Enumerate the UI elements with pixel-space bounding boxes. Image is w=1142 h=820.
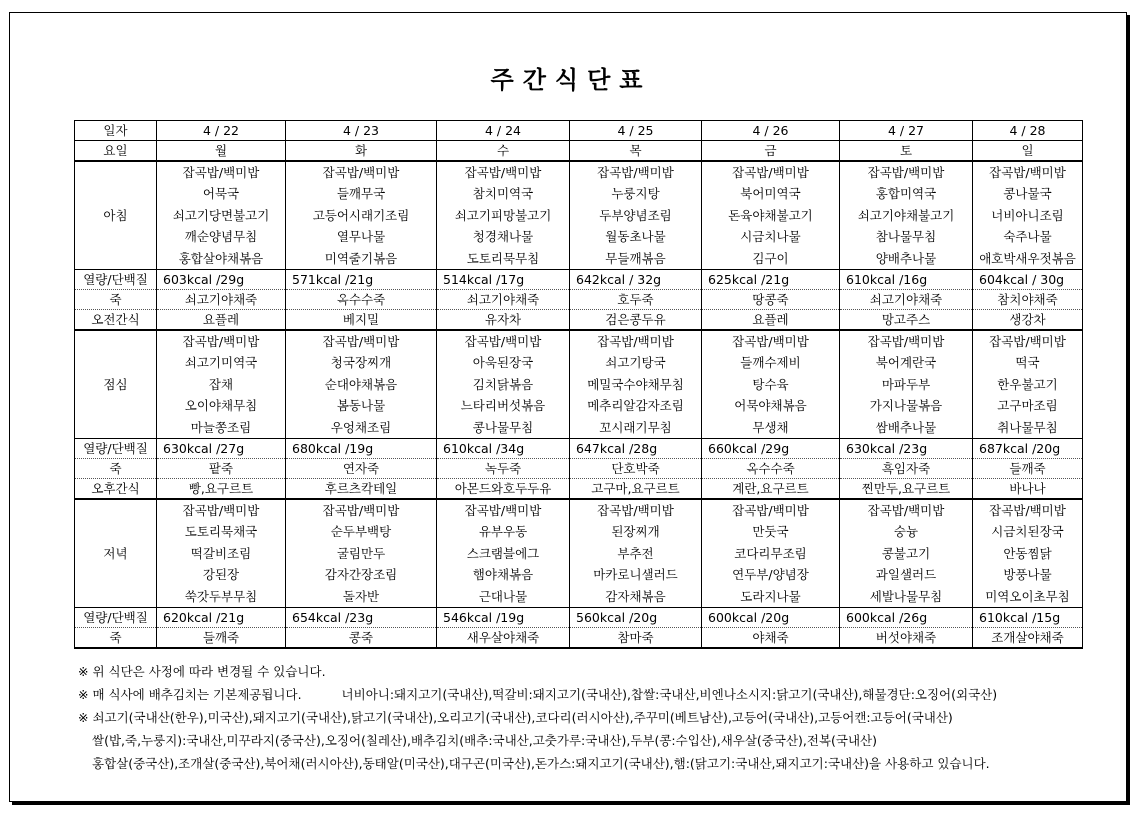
menu-item: 콩나물무침	[437, 417, 570, 439]
menu-row	[75, 161, 1083, 183]
note-line	[78, 683, 997, 706]
porridge-cell: 들깨죽	[157, 628, 286, 649]
menu-item: 쇠고기탕국	[570, 352, 702, 373]
menu-item: 잡곡밥/백미밥	[702, 330, 840, 352]
menu-item: 잡곡밥/백미밥	[702, 161, 840, 183]
porridge-cell: 야채죽	[702, 628, 840, 649]
menu-row	[75, 543, 1083, 564]
menu-row	[75, 226, 1083, 247]
day-cell: 수	[437, 141, 570, 162]
day-cell: 금	[702, 141, 840, 162]
menu-item: 꼬시래기무침	[570, 417, 702, 439]
menu-item: 청경채나물	[437, 226, 570, 247]
menu-row	[75, 417, 1083, 439]
date-label: 일자	[75, 121, 157, 141]
snack-label: 오후간식	[75, 479, 157, 500]
calorie-cell: 610kcal /34g	[437, 439, 570, 459]
porridge-cell: 흑임자죽	[840, 459, 973, 479]
calorie-cell: 600kcal /20g	[702, 608, 840, 628]
menu-item: 두부양념조림	[570, 205, 702, 226]
menu-item: 잡곡밥/백미밥	[973, 330, 1083, 352]
menu-row	[75, 395, 1083, 416]
calorie-cell: 560kcal /20g	[570, 608, 702, 628]
menu-item: 잡채	[157, 374, 286, 395]
menu-row	[75, 586, 1083, 608]
calorie-row	[75, 439, 1083, 459]
menu-item: 쑥갓두부무침	[157, 586, 286, 608]
menu-item: 코다리무조림	[702, 543, 840, 564]
snack-cell: 후르츠칵테일	[286, 479, 437, 500]
menu-item: 마늘쫑조림	[157, 417, 286, 439]
menu-item: 월동초나물	[570, 226, 702, 247]
snack-cell: 찐만두,요구르트	[840, 479, 973, 500]
snack-cell: 요플레	[157, 310, 286, 331]
menu-row	[75, 330, 1083, 352]
menu-item: 순대야채볶음	[286, 374, 437, 395]
porridge-cell: 옥수수죽	[702, 459, 840, 479]
porridge-cell: 호두죽	[570, 290, 702, 310]
menu-item: 유부우동	[437, 521, 570, 542]
snack-cell: 유자차	[437, 310, 570, 331]
day-cell: 토	[840, 141, 973, 162]
date-cell: 4 / 24	[437, 121, 570, 141]
menu-item: 떡갈비조림	[157, 543, 286, 564]
menu-item: 누룽지탕	[570, 183, 702, 204]
porridge-cell: 콩죽	[286, 628, 437, 649]
porridge-row	[75, 290, 1083, 310]
breakfast-label: 아침	[75, 161, 157, 270]
porridge-cell: 팥죽	[157, 459, 286, 479]
menu-item: 어묵야채볶음	[702, 395, 840, 416]
menu-item: 감자채볶음	[570, 586, 702, 608]
calorie-cell: 620kcal /21g	[157, 608, 286, 628]
menu-item: 쌈배추나물	[840, 417, 973, 439]
porridge-label: 죽	[75, 628, 157, 649]
date-cell: 4 / 23	[286, 121, 437, 141]
menu-item: 애호박새우젓볶음	[973, 248, 1083, 270]
menu-item: 잡곡밥/백미밥	[286, 499, 437, 521]
menu-item: 과일샐러드	[840, 564, 973, 585]
porridge-cell: 버섯야채죽	[840, 628, 973, 649]
note-line: 홍합살(중국산),조개살(중국산),북어채(러시아산),동태알(미국산),대구곤(미국산),돈가스:돼지고기(국내산),햄:(닭고기:국내산,돼지고기:국내산)을 사용하고 있습니다.	[92, 756, 990, 771]
menu-item: 쇠고기당면불고기	[157, 205, 286, 226]
note-text: 너비아니:돼지고기(국내산),떡갈비:돼지고기(국내산),찹쌀:국내산,비엔나소시지:닭고기(국내산),해물경단:오징어(외국산)	[341, 687, 998, 702]
menu-row	[75, 499, 1083, 521]
menu-item: 들깨수제비	[702, 352, 840, 373]
calorie-cell: 610kcal /15g	[973, 608, 1083, 628]
menu-item: 잡곡밥/백미밥	[437, 499, 570, 521]
menu-item: 콩불고기	[840, 543, 973, 564]
menu-item: 취나물무침	[973, 417, 1083, 439]
menu-item: 마카로니샐러드	[570, 564, 702, 585]
menu-item: 미역줄기볶음	[286, 248, 437, 270]
menu-item: 숙주나물	[973, 226, 1083, 247]
snack-cell: 검은콩두유	[570, 310, 702, 331]
menu-item: 잡곡밥/백미밥	[437, 161, 570, 183]
date-cell: 4 / 22	[157, 121, 286, 141]
porridge-cell: 쇠고기야채죽	[840, 290, 973, 310]
menu-item: 된장찌개	[570, 521, 702, 542]
menu-item: 잡곡밥/백미밥	[973, 499, 1083, 521]
porridge-cell: 쇠고기야채죽	[437, 290, 570, 310]
menu-item: 도토리묵무침	[437, 248, 570, 270]
menu-item: 잡곡밥/백미밥	[702, 499, 840, 521]
menu-item: 잡곡밥/백미밥	[286, 330, 437, 352]
date-cell: 4 / 26	[702, 121, 840, 141]
note-line: 쌀(밥,죽,누룽지):국내산,미꾸라지(중국산),오징어(칠레산),배추김치(배추:국내산,고춧가루:국내산),두부(콩:수입산),새우살(중국산),전복(국내산)	[92, 733, 878, 748]
menu-item: 잡곡밥/백미밥	[437, 330, 570, 352]
calorie-cell: 687kcal /20g	[973, 439, 1083, 459]
menu-item: 쇠고기피망불고기	[437, 205, 570, 226]
calorie-cell: 625kcal /21g	[702, 270, 840, 290]
menu-row	[75, 521, 1083, 542]
snack-cell: 베지밀	[286, 310, 437, 331]
day-label: 요일	[75, 141, 157, 162]
menu-item: 잡곡밥/백미밥	[840, 330, 973, 352]
menu-item: 콩나물국	[973, 183, 1083, 204]
menu-item: 근대나물	[437, 586, 570, 608]
menu-item: 김구이	[702, 248, 840, 270]
porridge-cell: 들깨죽	[973, 459, 1083, 479]
menu-item: 양배추나물	[840, 248, 973, 270]
menu-item: 청국장찌개	[286, 352, 437, 373]
menu-item: 고등어시래기조림	[286, 205, 437, 226]
calorie-cell: 680kcal /19g	[286, 439, 437, 459]
menu-item: 시금치나물	[702, 226, 840, 247]
snack-cell: 바나나	[973, 479, 1083, 500]
menu-item: 떡국	[973, 352, 1083, 373]
menu-item: 한우불고기	[973, 374, 1083, 395]
menu-item: 안동찜닭	[973, 543, 1083, 564]
menu-item: 김치닭볶음	[437, 374, 570, 395]
snack-cell: 망고주스	[840, 310, 973, 331]
menu-item: 미역오이초무침	[973, 586, 1083, 608]
menu-item: 참나물무침	[840, 226, 973, 247]
porridge-cell: 새우살야채죽	[437, 628, 570, 649]
menu-row	[75, 564, 1083, 585]
menu-item: 잡곡밥/백미밥	[570, 161, 702, 183]
menu-item: 숭늉	[840, 521, 973, 542]
date-cell: 4 / 25	[570, 121, 702, 141]
calorie-row	[75, 270, 1083, 290]
day-cell: 화	[286, 141, 437, 162]
menu-row	[75, 352, 1083, 373]
menu-table-body	[75, 121, 1083, 649]
snack-cell: 빵,요구르트	[157, 479, 286, 500]
menu-item: 잡곡밥/백미밥	[840, 161, 973, 183]
menu-row	[75, 374, 1083, 395]
menu-item: 북어미역국	[702, 183, 840, 204]
menu-item: 도토리묵채국	[157, 521, 286, 542]
porridge-row	[75, 459, 1083, 479]
menu-item: 잡곡밥/백미밥	[157, 161, 286, 183]
day-row	[75, 141, 1083, 162]
menu-item: 무들깨볶음	[570, 248, 702, 270]
porridge-label: 죽	[75, 290, 157, 310]
menu-item: 강된장	[157, 564, 286, 585]
calorie-label: 열량/단백질	[75, 270, 157, 290]
menu-item: 마파두부	[840, 374, 973, 395]
menu-item: 너비아니조림	[973, 205, 1083, 226]
notes	[78, 660, 997, 775]
menu-item: 세발나물무침	[840, 586, 973, 608]
menu-row	[75, 205, 1083, 226]
menu-item: 잡곡밥/백미밥	[570, 499, 702, 521]
day-cell: 목	[570, 141, 702, 162]
calorie-cell: 630kcal /27g	[157, 439, 286, 459]
note-line: ※ 쇠고기(국내산(한우),미국산),돼지고기(국내산),닭고기(국내산),오리고기(국내산),코다리(러시아산),주꾸미(베트남산),고등어(국내산),고등어캔:고등어(국내산)	[78, 710, 953, 725]
menu-item: 순두부백탕	[286, 521, 437, 542]
calorie-label: 열량/단백질	[75, 608, 157, 628]
snack-row	[75, 310, 1083, 331]
menu-item: 홍합살야채볶음	[157, 248, 286, 270]
calorie-cell: 600kcal /26g	[840, 608, 973, 628]
porridge-cell: 조개살야채죽	[973, 628, 1083, 649]
calorie-cell: 571kcal /21g	[286, 270, 437, 290]
menu-item: 오이야채무침	[157, 395, 286, 416]
menu-item: 잡곡밥/백미밥	[570, 330, 702, 352]
menu-item: 들깨무국	[286, 183, 437, 204]
menu-item: 깨순양념무침	[157, 226, 286, 247]
porridge-cell: 녹두죽	[437, 459, 570, 479]
calorie-cell: 610kcal /16g	[840, 270, 973, 290]
menu-row	[75, 183, 1083, 204]
menu-item: 참치미역국	[437, 183, 570, 204]
porridge-cell: 땅콩죽	[702, 290, 840, 310]
menu-item: 홍합미역국	[840, 183, 973, 204]
menu-item: 만둣국	[702, 521, 840, 542]
snack-cell: 계란,요구르트	[702, 479, 840, 500]
porridge-cell: 참마죽	[570, 628, 702, 649]
menu-item: 방풍나물	[973, 564, 1083, 585]
page-title: 주간식단표	[490, 66, 652, 94]
menu-item: 잡곡밥/백미밥	[157, 330, 286, 352]
date-cell: 4 / 27	[840, 121, 973, 141]
menu-item: 고구마조림	[973, 395, 1083, 416]
menu-item: 잡곡밥/백미밥	[973, 161, 1083, 183]
menu-item: 감자간장조림	[286, 564, 437, 585]
day-cell: 월	[157, 141, 286, 162]
menu-item: 부추전	[570, 543, 702, 564]
note-text: ※ 매 식사에 배추김치는 기본제공됩니다.	[78, 687, 302, 702]
menu-item: 연두부/양념장	[702, 564, 840, 585]
menu-item: 잡곡밥/백미밥	[840, 499, 973, 521]
menu-item: 햄야채볶음	[437, 564, 570, 585]
dinner-label: 저녁	[75, 499, 157, 608]
menu-item: 어묵국	[157, 183, 286, 204]
menu-row	[75, 248, 1083, 270]
menu-item: 돌자반	[286, 586, 437, 608]
porridge-row	[75, 628, 1083, 649]
note-line: ※ 위 식단은 사정에 따라 변경될 수 있습니다.	[78, 664, 326, 679]
menu-item: 아욱된장국	[437, 352, 570, 373]
menu-item: 쇠고기야채불고기	[840, 205, 973, 226]
menu-item: 스크램블에그	[437, 543, 570, 564]
menu-item: 메추리알감자조림	[570, 395, 702, 416]
menu-item: 느타리버섯볶음	[437, 395, 570, 416]
menu-item: 돈육야채불고기	[702, 205, 840, 226]
porridge-cell: 연자죽	[286, 459, 437, 479]
calorie-row	[75, 608, 1083, 628]
calorie-label: 열량/단백질	[75, 439, 157, 459]
snack-cell: 고구마,요구르트	[570, 479, 702, 500]
porridge-label: 죽	[75, 459, 157, 479]
snack-cell: 생강차	[973, 310, 1083, 331]
menu-item: 쇠고기미역국	[157, 352, 286, 373]
calorie-cell: 604kcal / 30g	[973, 270, 1083, 290]
calorie-cell: 514kcal /17g	[437, 270, 570, 290]
day-cell: 일	[973, 141, 1083, 162]
snack-label: 오전간식	[75, 310, 157, 331]
menu-item: 무생채	[702, 417, 840, 439]
porridge-cell: 참치야채죽	[973, 290, 1083, 310]
snack-cell: 아몬드와호두두유	[437, 479, 570, 500]
calorie-cell: 546kcal /19g	[437, 608, 570, 628]
snack-row	[75, 479, 1083, 500]
menu-item: 시금치된장국	[973, 521, 1083, 542]
menu-table	[74, 120, 1083, 649]
menu-item: 가지나물볶음	[840, 395, 973, 416]
calorie-cell: 647kcal /28g	[570, 439, 702, 459]
porridge-cell: 단호박죽	[570, 459, 702, 479]
menu-item: 도라지나물	[702, 586, 840, 608]
lunch-label: 점심	[75, 330, 157, 439]
menu-item: 잡곡밥/백미밥	[157, 499, 286, 521]
date-row	[75, 121, 1083, 141]
porridge-cell: 옥수수죽	[286, 290, 437, 310]
calorie-cell: 603kcal /29g	[157, 270, 286, 290]
menu-item: 우엉채조림	[286, 417, 437, 439]
menu-item: 탕수육	[702, 374, 840, 395]
menu-item: 메밀국수야채무침	[570, 374, 702, 395]
date-cell: 4 / 28	[973, 121, 1083, 141]
menu-item: 봄동나물	[286, 395, 437, 416]
calorie-cell: 654kcal /23g	[286, 608, 437, 628]
menu-item: 열무나물	[286, 226, 437, 247]
porridge-cell: 쇠고기야채죽	[157, 290, 286, 310]
calorie-cell: 630kcal /23g	[840, 439, 973, 459]
menu-item: 굴림만두	[286, 543, 437, 564]
menu-item: 잡곡밥/백미밥	[286, 161, 437, 183]
calorie-cell: 660kcal /29g	[702, 439, 840, 459]
calorie-cell: 642kcal / 32g	[570, 270, 702, 290]
snack-cell: 요플레	[702, 310, 840, 331]
menu-item: 북어계란국	[840, 352, 973, 373]
